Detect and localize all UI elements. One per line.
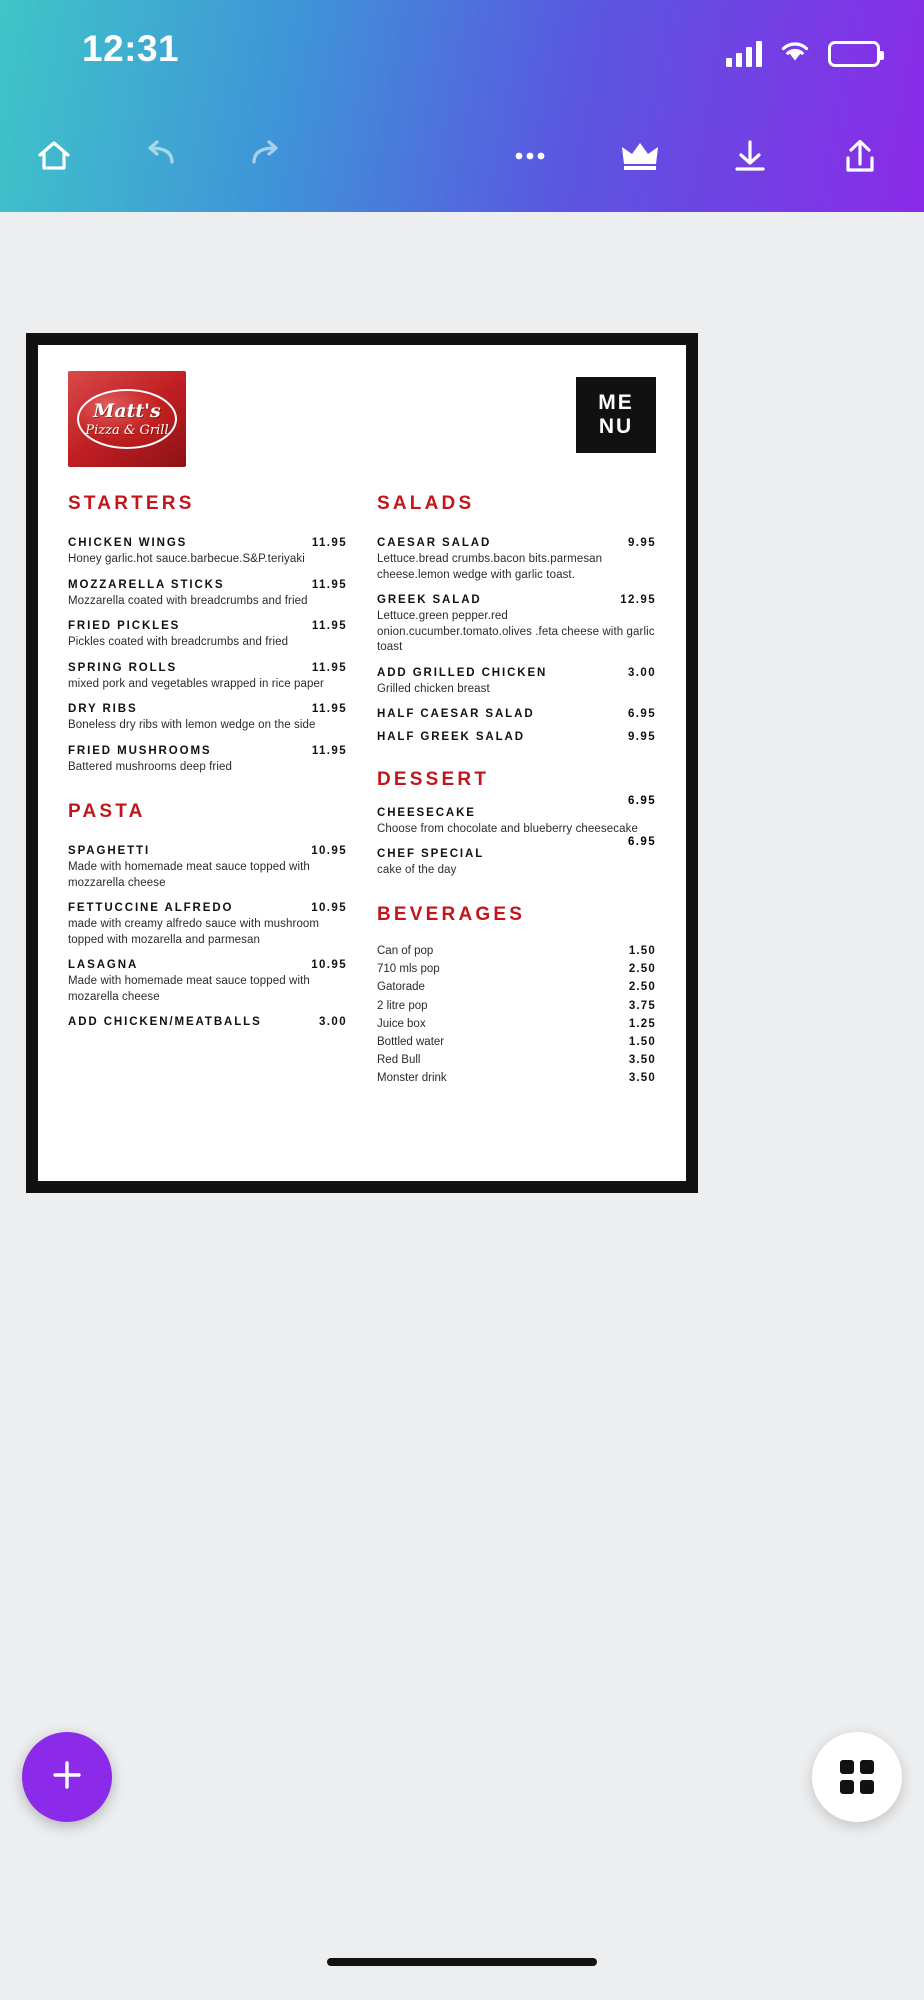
logo-line1: Matt's (93, 399, 161, 422)
item-price: 3.00 (319, 1016, 347, 1029)
item-price: 10.95 (311, 845, 347, 858)
beverages-list (377, 942, 656, 1087)
section-title-dessert: DESSERT (377, 769, 490, 791)
grid-view-button[interactable] (812, 1732, 902, 1822)
top-gradient-bar (0, 0, 924, 212)
menu-item (377, 795, 656, 838)
item-price: 12.95 (620, 594, 656, 607)
item-name: DRY RIBS (68, 703, 138, 716)
list-item (377, 960, 656, 978)
item-price: 11.95 (311, 744, 347, 757)
item-price: 10.95 (311, 902, 347, 915)
home-icon[interactable] (30, 132, 78, 180)
list-item (377, 978, 656, 996)
cellular-signal-icon (726, 41, 762, 67)
item-desc: mixed pork and vegetables wrapped in rice paper (68, 677, 324, 690)
share-icon[interactable] (836, 132, 884, 180)
battery-icon (828, 41, 880, 67)
undo-arrow-icon[interactable] (136, 132, 184, 180)
item-name: FETTUCCINE ALFREDO (68, 902, 234, 915)
menu-item (68, 745, 347, 776)
item-name: ADD CHICKEN/MEATBALLS (68, 1016, 262, 1029)
menu-item (68, 845, 347, 891)
wifi-icon (778, 38, 812, 69)
item-price: 11.95 (311, 537, 347, 549)
menu-item (68, 1016, 347, 1028)
menu-header (68, 371, 656, 471)
item-price: 9.95 (628, 537, 656, 549)
menu-item (68, 703, 347, 734)
more-options-icon[interactable] (506, 132, 554, 180)
menu-item (377, 731, 656, 743)
list-item (377, 942, 656, 960)
item-name: CHEESECAKE (377, 807, 476, 820)
item-desc: Made with homemade meat sauce topped with mozarella cheese (68, 975, 310, 1003)
restaurant-logo (68, 371, 186, 467)
item-desc: Battered mushrooms deep fried (68, 760, 232, 773)
item-name: FRIED MUSHROOMS (68, 744, 212, 757)
menu-badge-line1: ME (598, 390, 634, 414)
item-price: 1.50 (628, 1035, 656, 1048)
list-item (377, 997, 656, 1015)
status-time: 12:31 (82, 28, 180, 69)
item-desc: Made with homemade meat sauce topped with mozzarella cheese (68, 861, 310, 889)
menu-item (377, 537, 656, 583)
logo-line2: Pizza & Grill (85, 422, 169, 438)
list-item (377, 1051, 656, 1069)
item-desc: Grilled chicken breast (377, 682, 490, 695)
item-name: GREEK SALAD (377, 594, 482, 607)
menu-badge (576, 377, 656, 453)
item-price: 11.95 (311, 578, 347, 591)
menu-item (377, 594, 656, 656)
item-desc: Choose from chocolate and blueberry cheesecake (377, 823, 638, 836)
redo-arrow-icon[interactable] (242, 132, 290, 180)
menu-item (68, 620, 347, 651)
item-name: HALF CAESAR SALAD (377, 708, 535, 721)
grid-view-icon (840, 1760, 874, 1794)
item-name: Red Bull (377, 1054, 421, 1067)
menu-column-left (68, 493, 347, 1087)
menu-item (68, 579, 347, 610)
item-name: HALF GREEK SALAD (377, 731, 525, 744)
menu-item (68, 902, 347, 948)
item-price: 3.50 (628, 1072, 656, 1085)
menu-item (377, 708, 656, 720)
item-price: 10.95 (311, 959, 347, 972)
item-price: 2.50 (628, 963, 656, 976)
section-title-beverages: BEVERAGES (377, 904, 526, 926)
menu-item (377, 667, 656, 698)
item-desc: made with creamy alfredo sauce with mushroom topped with mozarella and parmesan (68, 918, 320, 946)
menu-badge-line2: NU (598, 415, 634, 438)
item-name: Juice box (377, 1017, 426, 1030)
item-desc: Boneless dry ribs with lemon wedge on the side (68, 719, 316, 732)
item-name: Can of pop (377, 945, 434, 958)
item-price: 1.50 (628, 945, 656, 958)
status-bar (0, 0, 924, 100)
menu-column-right (377, 493, 656, 1087)
menu-item (68, 537, 347, 568)
menu-item (68, 662, 347, 693)
menu-item (68, 959, 347, 1005)
section-title-salads: SALADS (377, 493, 475, 514)
item-name: CAESAR SALAD (377, 537, 492, 549)
item-name: SPAGHETTI (68, 845, 151, 858)
item-name: LASAGNA (68, 959, 139, 972)
item-price: 6.95 (628, 795, 656, 808)
item-price: 6.95 (628, 835, 656, 848)
item-name: CHICKEN WINGS (68, 537, 188, 549)
item-price: 11.95 (311, 703, 347, 716)
item-price: 6.95 (628, 708, 656, 721)
item-name: 710 mls pop (377, 963, 440, 976)
plus-icon (47, 1755, 87, 1800)
crown-icon[interactable] (616, 132, 664, 180)
item-desc: Lettuce.bread crumbs.bacon bits.parmesan cheese.lemon wedge with garlic toast. (377, 553, 603, 581)
item-name: SPRING ROLLS (68, 661, 178, 674)
item-name: FRIED PICKLES (68, 620, 181, 633)
app-toolbar (0, 100, 924, 212)
item-name: CHEF SPECIAL (377, 847, 485, 860)
item-price: 11.95 (311, 620, 347, 633)
section-title-starters: STARTERS (68, 493, 195, 514)
status-indicators (726, 38, 880, 69)
item-price: 2.50 (628, 981, 656, 994)
item-name: Bottled water (377, 1035, 445, 1048)
item-price: 11.95 (311, 661, 347, 674)
item-price: 1.25 (628, 1017, 656, 1030)
item-name: Gatorade (377, 981, 425, 994)
item-name: Monster drink (377, 1072, 447, 1085)
list-item (377, 1069, 656, 1087)
item-price: 3.50 (628, 1054, 656, 1067)
add-button[interactable] (22, 1732, 112, 1822)
menu-sheet (38, 345, 686, 1181)
item-name: MOZZARELLA STICKS (68, 578, 225, 591)
menu-item (377, 835, 656, 879)
list-item (377, 1015, 656, 1033)
item-name: 2 litre pop (377, 999, 428, 1012)
item-name: ADD GRILLED CHICKEN (377, 666, 548, 679)
item-price: 9.95 (628, 731, 656, 744)
section-title-pasta: PASTA (68, 801, 146, 823)
item-desc: cake of the day (377, 863, 457, 876)
item-desc: Mozzarella coated with breadcrumbs and fried (68, 594, 308, 607)
list-item (377, 1033, 656, 1051)
document-page[interactable] (26, 333, 698, 1193)
item-desc: Pickles coated with breadcrumbs and fried (68, 636, 289, 649)
item-price: 3.75 (628, 999, 656, 1012)
item-price: 3.00 (628, 666, 656, 679)
home-indicator (327, 1958, 597, 1966)
menu-columns (68, 493, 656, 1087)
download-icon[interactable] (726, 132, 774, 180)
item-desc: Lettuce.green pepper.red onion.cucumber.tomato.olives .feta cheese with garlic toast (377, 610, 655, 654)
item-desc: Honey garlic.hot sauce.barbecue.S&P.teriyaki (68, 553, 305, 565)
